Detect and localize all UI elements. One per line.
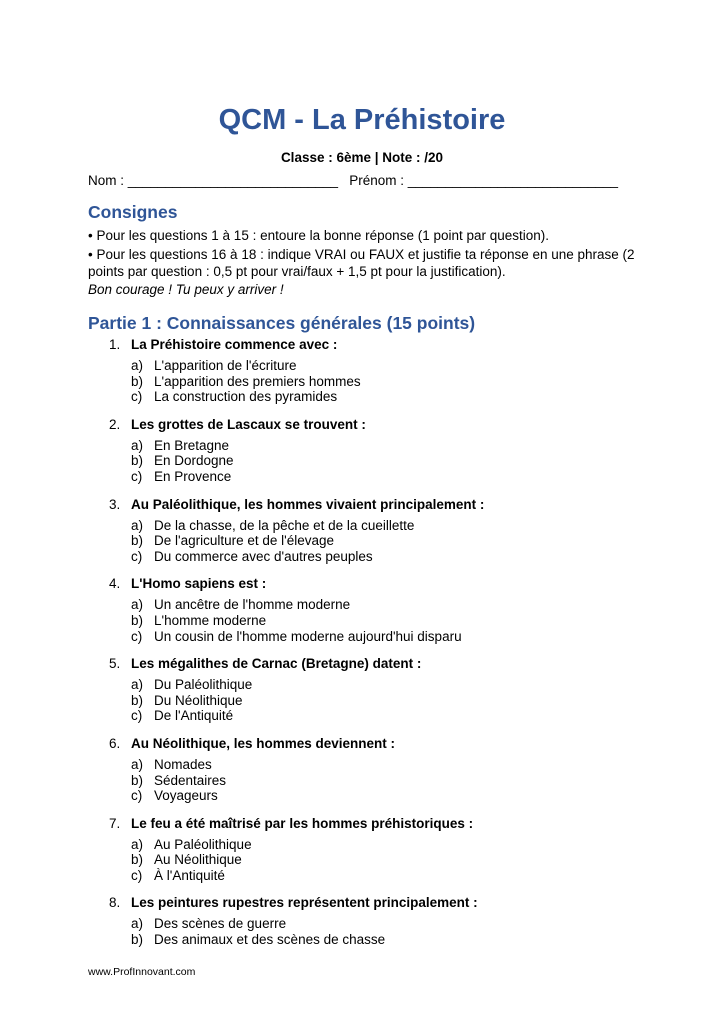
answer-option[interactable] (88, 677, 648, 693)
option-letter: b) (131, 852, 144, 868)
option-letter: b) (131, 533, 144, 549)
footer-website: www.ProfInnovant.com (88, 966, 196, 978)
answer-option[interactable] (88, 916, 648, 932)
question-item (88, 736, 648, 804)
name-fields-line: Nom : ____________________________ Prénom : ____________________________ (88, 173, 618, 188)
option-letter: a) (131, 597, 144, 613)
option-text: En Provence (154, 468, 232, 484)
option-text: À l'Antiquité (154, 867, 225, 883)
answer-option[interactable] (88, 613, 648, 629)
question-label: Au Paléolithique, les hommes vivaient principalement : (131, 496, 485, 512)
option-letter: a) (131, 677, 144, 693)
question-text (88, 497, 648, 514)
answer-option[interactable] (88, 708, 648, 724)
option-text: Sédentaires (154, 772, 227, 788)
question-number: 2. (109, 416, 121, 432)
question-text (88, 417, 648, 434)
question-number: 8. (109, 895, 121, 911)
answer-option[interactable] (88, 788, 648, 804)
option-letter: a) (131, 517, 144, 533)
option-letter: c) (131, 708, 143, 724)
classe-note-line: Classe : 6ème | Note : /20 (280, 150, 444, 165)
question-label: L'Homo sapiens est : (131, 576, 267, 592)
option-letter: c) (131, 468, 143, 484)
option-letter: a) (131, 358, 144, 373)
question-item (88, 417, 648, 485)
option-text: L'homme moderne (154, 612, 267, 628)
answer-option[interactable] (88, 852, 648, 868)
option-text: L'apparition des premiers hommes (154, 373, 361, 389)
question-item (88, 816, 648, 884)
option-text: Des scènes de guerre (154, 916, 287, 932)
answer-option[interactable] (88, 469, 648, 485)
option-text: Un cousin de l'homme moderne aujourd'hui disparu (154, 628, 462, 644)
option-letter: c) (131, 389, 143, 405)
question-text (88, 337, 648, 354)
answer-option[interactable] (88, 773, 648, 789)
question-label: Au Néolithique, les hommes deviennent : (131, 735, 396, 751)
option-text: Voyageurs (154, 788, 218, 804)
question-item (88, 656, 648, 724)
option-text: Nomades (154, 756, 212, 772)
answer-option[interactable] (88, 629, 648, 645)
question-item (88, 337, 648, 405)
option-letter: a) (131, 756, 144, 772)
option-letter: b) (131, 373, 144, 389)
question-text (88, 656, 648, 673)
question-label: La Préhistoire commence avec : (131, 337, 338, 352)
option-text: L'apparition de l'écriture (154, 358, 297, 373)
answer-option[interactable] (88, 549, 648, 565)
question-label: Les peintures rupestres représentent principalement : (131, 895, 478, 911)
option-letter: c) (131, 548, 143, 564)
consignes-line-1: • Pour les questions 1 à 15 : entoure la bonne réponse (1 point par question). (88, 228, 550, 243)
option-text: Du Paléolithique (154, 677, 253, 693)
option-text: Au Paléolithique (154, 836, 252, 852)
option-text: Du commerce avec d'autres peuples (154, 548, 373, 564)
question-number: 4. (109, 576, 121, 592)
option-letter: b) (131, 932, 144, 948)
option-text: Du Néolithique (154, 692, 243, 708)
answer-option[interactable] (88, 438, 648, 454)
answer-option[interactable] (88, 389, 648, 405)
page-title: QCM - La Préhistoire (218, 104, 506, 136)
question-label: Les mégalithes de Carnac (Bretagne) datent : (131, 656, 422, 672)
option-text: Un ancêtre de l'homme moderne (154, 597, 351, 613)
answer-option[interactable] (88, 757, 648, 773)
option-letter: b) (131, 692, 144, 708)
option-letter: a) (131, 437, 144, 453)
question-text (88, 736, 648, 753)
question-item (88, 895, 648, 947)
option-text: De la chasse, de la pêche et de la cueillette (154, 517, 415, 533)
question-label: Les grottes de Lascaux se trouvent : (131, 416, 366, 432)
question-label: Le feu a été maîtrisé par les hommes préhistoriques : (131, 815, 474, 831)
option-text: De l'agriculture et de l'élevage (154, 533, 335, 549)
question-text (88, 576, 648, 593)
option-letter: c) (131, 628, 143, 644)
option-text: La construction des pyramides (154, 389, 338, 405)
partie-1-heading: Partie 1 : Connaissances générales (15 points) (88, 313, 476, 333)
question-number: 3. (109, 496, 121, 512)
question-number: 1. (109, 337, 121, 352)
question-item (88, 576, 648, 644)
answer-option[interactable] (88, 358, 648, 374)
option-text: En Dordogne (154, 453, 234, 469)
option-letter: b) (131, 772, 144, 788)
question-number: 7. (109, 815, 121, 831)
option-text: De l'Antiquité (154, 708, 234, 724)
answer-option[interactable] (88, 374, 648, 390)
question-number: 5. (109, 656, 121, 672)
option-letter: c) (131, 867, 143, 883)
answer-option[interactable] (88, 932, 648, 948)
question-item (88, 497, 648, 565)
question-text (88, 816, 648, 833)
answer-option[interactable] (88, 597, 648, 613)
question-number: 6. (109, 735, 121, 751)
question-list (88, 337, 648, 948)
answer-option[interactable] (88, 518, 648, 534)
option-letter: c) (131, 788, 143, 804)
consignes-encouragement: Bon courage ! Tu peux y arriver ! (88, 282, 284, 297)
option-text: Au Néolithique (154, 852, 242, 868)
answer-option[interactable] (88, 868, 648, 884)
answer-option[interactable] (88, 837, 648, 853)
option-text: Des animaux et des scènes de chasse (154, 932, 386, 948)
option-letter: a) (131, 836, 144, 852)
consignes-heading: Consignes (88, 202, 178, 222)
consignes-line-2: • Pour les questions 16 à 18 : indique VRAI ou FAUX et justifie ta réponse en une phrase (2 points par question : 0,5 pt pour vrai/faux + 1,5 pt pour la justification). (88, 247, 635, 279)
answer-option[interactable] (88, 693, 648, 709)
option-letter: b) (131, 453, 144, 469)
question-text (88, 895, 648, 912)
option-letter: a) (131, 916, 144, 932)
option-letter: b) (131, 612, 144, 628)
option-text: En Bretagne (154, 437, 230, 453)
answer-option[interactable] (88, 533, 648, 549)
answer-option[interactable] (88, 453, 648, 469)
